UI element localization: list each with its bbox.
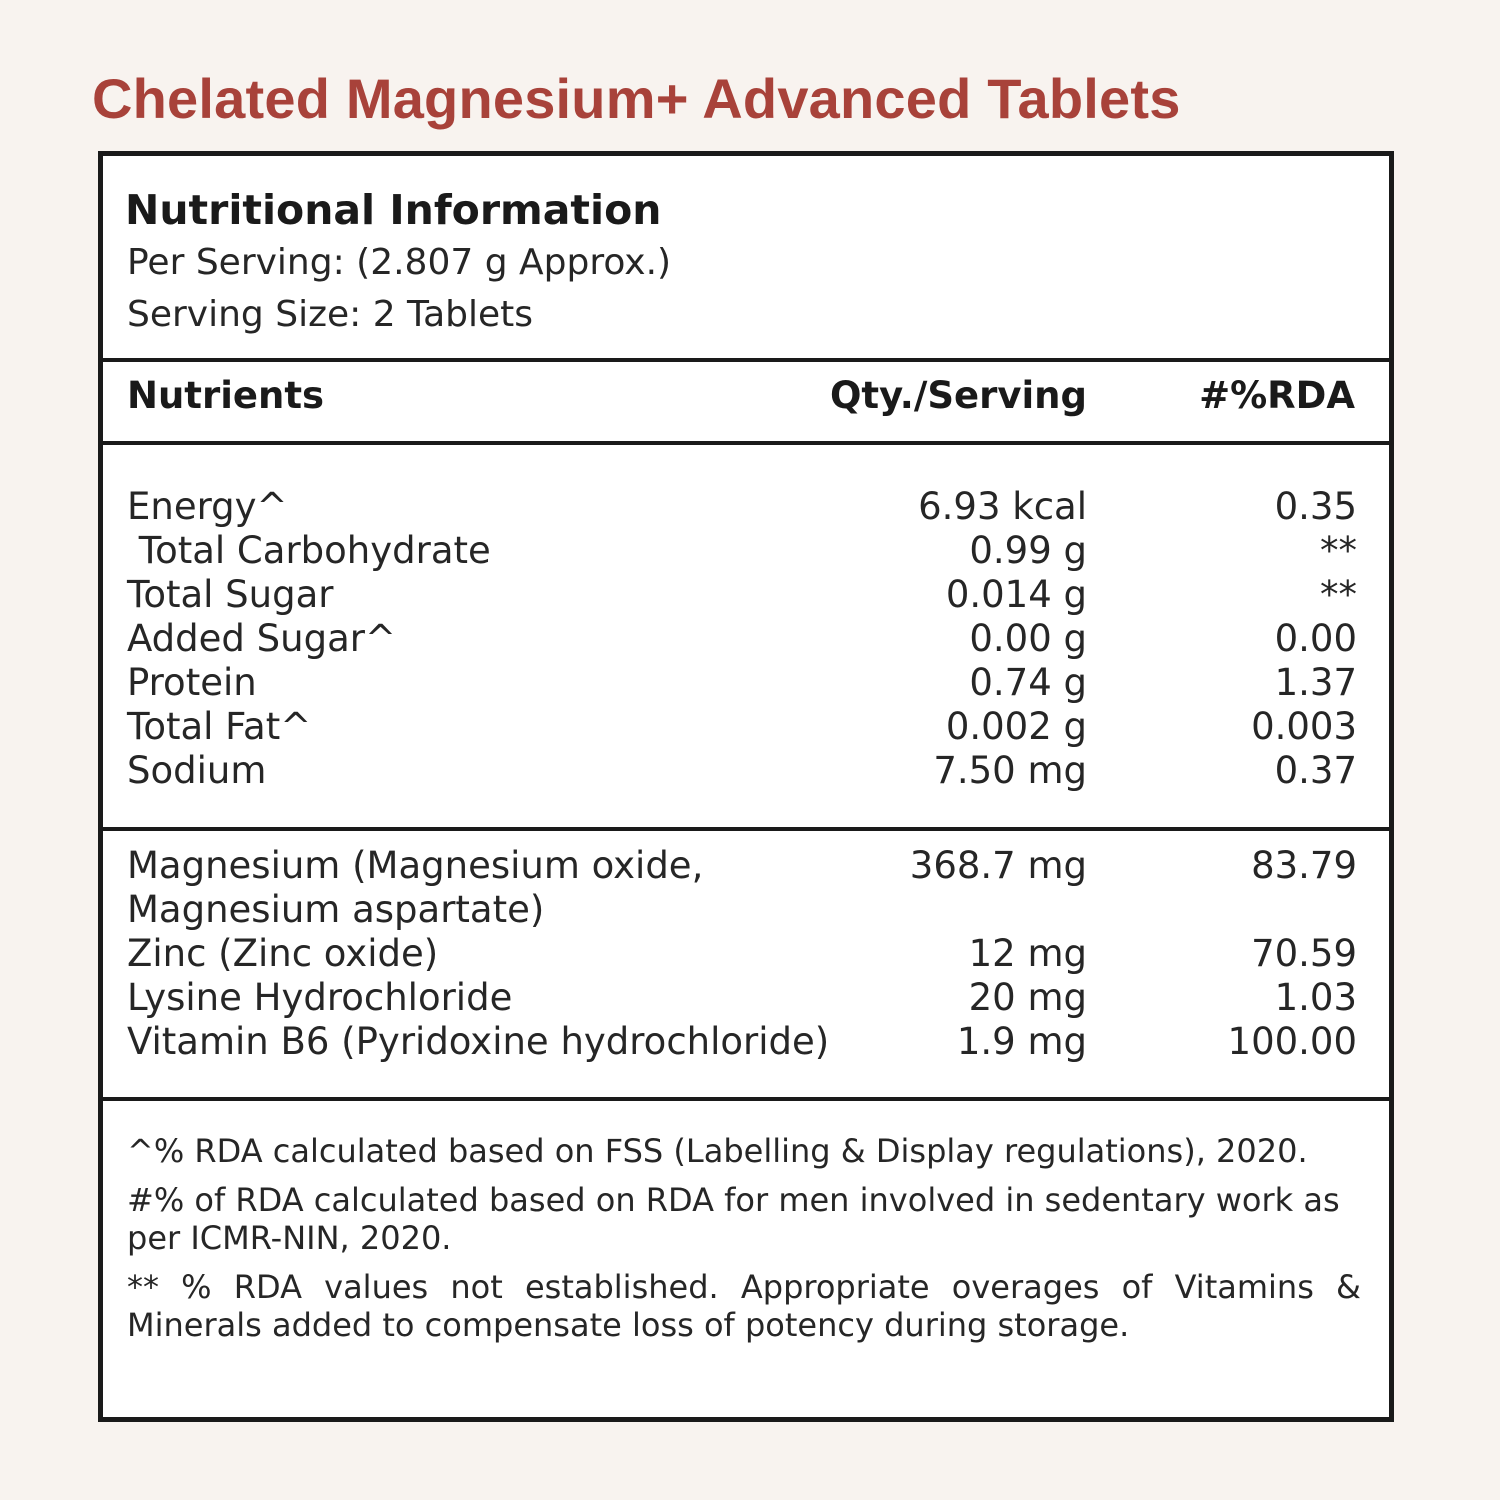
nutrient-qty: 0.74 g bbox=[969, 661, 1087, 704]
nutrient-name: Lysine Hydrochloride bbox=[127, 976, 513, 1019]
nutrient-qty: 12 mg bbox=[968, 932, 1087, 975]
footnote-fss: ^% RDA calculated based on FSS (Labelling & Display regulations), 2020. bbox=[127, 1132, 1308, 1170]
nutrient-rda: 70.59 bbox=[1251, 932, 1357, 975]
nutrient-rda: 1.37 bbox=[1274, 661, 1357, 704]
table-row bbox=[103, 844, 1389, 888]
divider-header-top bbox=[103, 358, 1389, 362]
nutrient-qty: 0.99 g bbox=[969, 529, 1087, 572]
serving-size-text: Serving Size: 2 Tablets bbox=[127, 294, 534, 335]
column-header-nutrients: Nutrients bbox=[127, 374, 325, 417]
nutrient-qty: 0.014 g bbox=[945, 573, 1087, 616]
per-serving-text: Per Serving: (2.807 g Approx.) bbox=[127, 242, 672, 283]
column-header-qty: Qty./Serving bbox=[829, 374, 1087, 417]
divider-macros-minerals bbox=[103, 827, 1389, 831]
nutrient-qty: 20 mg bbox=[968, 976, 1087, 1019]
nutrient-qty: 368.7 mg bbox=[909, 844, 1087, 887]
table-row bbox=[103, 749, 1389, 793]
table-row-continuation bbox=[103, 888, 1389, 932]
nutrient-name: Protein bbox=[127, 661, 257, 704]
footnote-overages: ** % RDA values not established. Appropriate overages of Vitamins & Minerals added to compensate loss of potency during storage. bbox=[127, 1268, 1361, 1344]
nutrition-panel bbox=[98, 151, 1394, 1422]
nutrient-name: Sodium bbox=[127, 749, 267, 792]
nutrient-name-continued: Magnesium aspartate) bbox=[127, 888, 545, 931]
table-row bbox=[103, 573, 1389, 617]
nutrient-qty: 0.00 g bbox=[969, 617, 1087, 660]
nutrient-qty: 6.93 kcal bbox=[918, 485, 1087, 528]
table-row bbox=[103, 705, 1389, 749]
nutrient-qty: 1.9 mg bbox=[956, 1020, 1087, 1063]
table-row bbox=[103, 661, 1389, 705]
nutrient-rda: 1.03 bbox=[1274, 976, 1357, 1019]
nutrient-rda: 0.00 bbox=[1274, 617, 1357, 660]
nutrient-rda: 100.00 bbox=[1227, 1020, 1357, 1063]
nutrient-name: Energy^ bbox=[127, 485, 288, 528]
nutrient-rda: 0.35 bbox=[1274, 485, 1357, 528]
panel-heading: Nutritional Information bbox=[125, 186, 662, 234]
footnote-icmr: #% of RDA calculated based on RDA for men involved in sedentary work as per ICMR-NIN, 2020. bbox=[127, 1181, 1340, 1257]
table-row bbox=[103, 529, 1389, 573]
nutrient-qty: 7.50 mg bbox=[933, 749, 1087, 792]
table-row bbox=[103, 932, 1389, 976]
nutrient-rda: ** bbox=[1320, 529, 1357, 572]
nutrient-name: Magnesium (Magnesium oxide, bbox=[127, 844, 704, 887]
nutrient-rda: 83.79 bbox=[1251, 844, 1357, 887]
nutrient-rda: 0.37 bbox=[1274, 749, 1357, 792]
nutrient-name: Total Fat^ bbox=[127, 705, 312, 748]
table-row bbox=[103, 1020, 1389, 1064]
nutrient-name: Total Carbohydrate bbox=[127, 529, 491, 572]
column-header-rda: #%RDA bbox=[1199, 374, 1355, 417]
table-row bbox=[103, 976, 1389, 1020]
nutrient-name: Vitamin B6 (Pyridoxine hydrochloride) bbox=[127, 1020, 830, 1063]
divider-footnotes bbox=[103, 1097, 1389, 1101]
nutrient-name: Added Sugar^ bbox=[127, 617, 396, 660]
table-row bbox=[103, 485, 1389, 529]
nutrient-name: Zinc (Zinc oxide) bbox=[127, 932, 439, 975]
nutrient-rda: 0.003 bbox=[1251, 705, 1357, 748]
nutrient-rda: ** bbox=[1320, 573, 1357, 616]
table-row bbox=[103, 617, 1389, 661]
nutrient-qty: 0.002 g bbox=[945, 705, 1087, 748]
product-title: Chelated Magnesium+ Advanced Tablets bbox=[92, 67, 1181, 130]
nutrient-name: Total Sugar bbox=[127, 573, 334, 616]
divider-header-bottom bbox=[103, 441, 1389, 445]
